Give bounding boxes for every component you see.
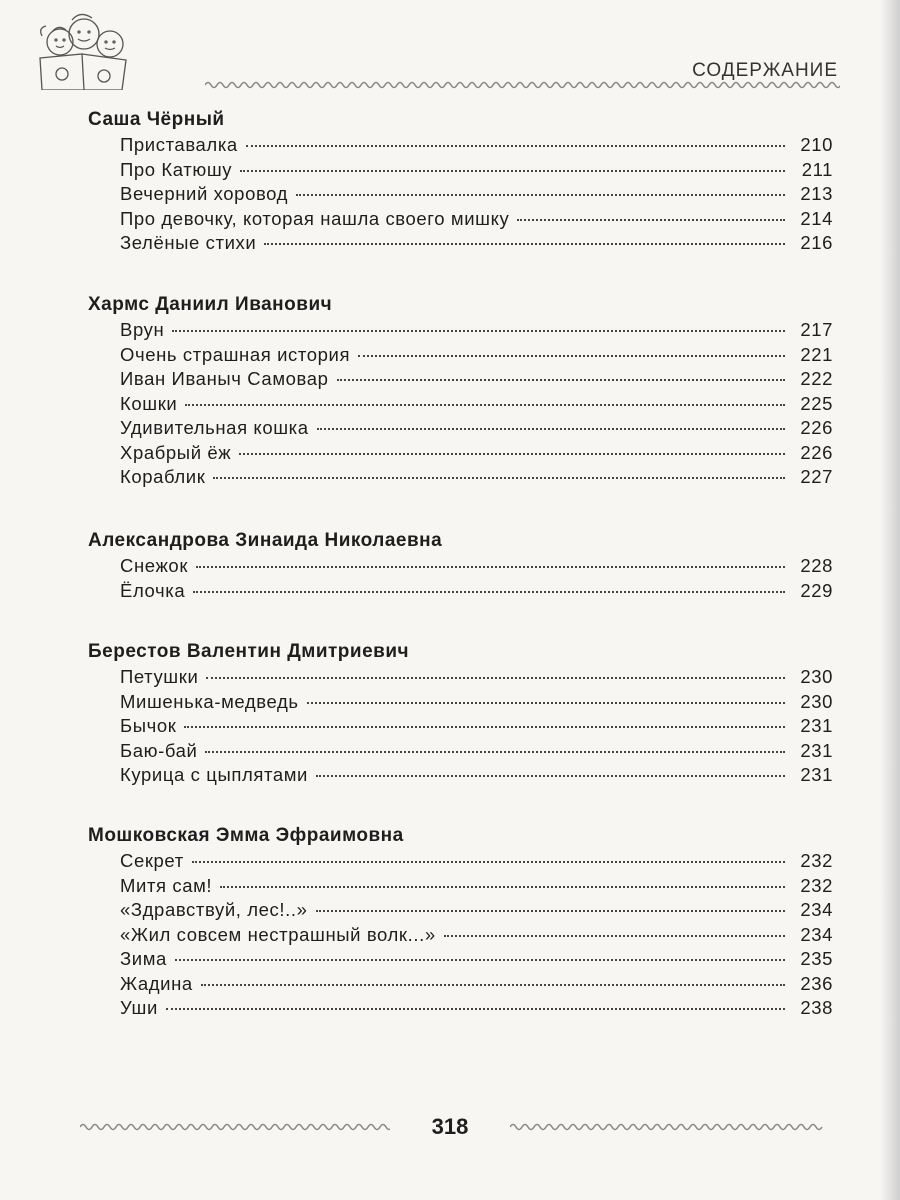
entry-title: Уши: [120, 997, 158, 1018]
entry-page-number: 232: [800, 874, 833, 896]
dot-leader: [517, 219, 785, 221]
dot-leader: [246, 145, 785, 147]
dot-leader: [184, 726, 785, 728]
contents-entry[interactable]: [120, 849, 833, 874]
page-header-title: СОДЕРЖАНИЕ: [692, 60, 838, 81]
footer-wave-right: [510, 1122, 830, 1132]
page-number: 318: [431, 1114, 469, 1139]
dot-leader: [337, 379, 785, 381]
dot-leader: [193, 591, 785, 593]
entry-page-number: 230: [800, 666, 833, 687]
entry-page-number: 230: [800, 690, 833, 712]
contents-entry[interactable]: [120, 554, 833, 579]
entry-page-number: 226: [800, 417, 833, 438]
author-section: [88, 292, 833, 490]
entry-title: Жадина: [120, 972, 193, 994]
entry-title: Баю-бай: [120, 739, 198, 761]
contents-entry[interactable]: [120, 763, 833, 788]
contents-entry[interactable]: [120, 996, 833, 1021]
contents-entry[interactable]: [120, 207, 833, 232]
entry-page-number: 211: [801, 158, 833, 180]
entry-page-number: 228: [800, 555, 833, 576]
entry-page-number: 238: [800, 997, 833, 1018]
entry-title: Приставалка: [120, 134, 238, 155]
entry-title: «Жил совсем нестрашный волк...»: [120, 923, 436, 945]
dot-leader: [358, 355, 785, 357]
contents-entry[interactable]: [120, 182, 833, 207]
dot-leader: [239, 453, 785, 455]
entry-title: Очень страшная история: [120, 343, 351, 365]
header-wave-divider: [205, 80, 840, 90]
entry-title: Митя сам!: [120, 874, 213, 896]
entry-title: Петушки: [120, 666, 199, 687]
entry-title: Вечерний хоровод: [120, 183, 289, 204]
contents-entry[interactable]: [120, 690, 833, 715]
contents-entry[interactable]: [120, 972, 833, 997]
dot-leader: [220, 886, 785, 888]
dot-leader: [264, 243, 785, 245]
dot-leader: [201, 984, 785, 986]
entry-title: Кошки: [120, 392, 178, 414]
dot-leader: [172, 330, 785, 332]
entry-page-number: 232: [800, 850, 833, 871]
author-heading: Мошковская Эмма Эфраимовна: [88, 825, 404, 846]
entry-title: Иван Иваныч Самовар: [120, 368, 329, 389]
contents-entry[interactable]: [120, 343, 833, 368]
entry-title: Врун: [120, 319, 165, 340]
author-heading: Хармс Даниил Иванович: [88, 294, 333, 315]
entry-page-number: 234: [800, 899, 833, 920]
contents-entry[interactable]: [120, 318, 833, 343]
author-section: [88, 823, 833, 1021]
dot-leader: [205, 751, 785, 753]
contents-entry[interactable]: [120, 923, 833, 948]
dot-leader: [175, 959, 785, 961]
contents-entry[interactable]: [120, 133, 833, 158]
entry-page-number: 222: [800, 368, 833, 389]
entry-page-number: 225: [800, 392, 833, 414]
entry-page-number: 213: [800, 183, 833, 204]
contents-entry[interactable]: [120, 898, 833, 923]
entry-title: Удивительная кошка: [120, 417, 309, 438]
dot-leader: [185, 404, 785, 406]
contents-entry[interactable]: [120, 392, 833, 417]
entry-page-number: 227: [800, 466, 833, 487]
entry-title: Снежок: [120, 555, 189, 576]
entry-title: Курица с цыплятами: [120, 764, 308, 785]
children-reading-illustration: [22, 6, 172, 90]
contents-entry[interactable]: [120, 367, 833, 392]
entry-page-number: 226: [800, 441, 833, 463]
entry-page-number: 231: [800, 764, 833, 785]
author-heading: Александрова Зинаида Николаевна: [88, 530, 443, 551]
dot-leader: [206, 677, 785, 679]
entry-title: Зима: [120, 948, 167, 969]
author-heading: Берестов Валентин Дмитриевич: [88, 641, 410, 662]
contents-entry[interactable]: [120, 665, 833, 690]
dot-leader: [196, 566, 785, 568]
entry-page-number: 221: [800, 343, 833, 365]
entry-page-number: 229: [800, 579, 833, 601]
dot-leader: [296, 194, 785, 196]
author-section: [88, 528, 833, 603]
entry-page-number: 234: [800, 923, 833, 945]
entry-title: Ёлочка: [120, 579, 186, 601]
entry-page-number: 210: [800, 134, 833, 155]
contents-entry[interactable]: [120, 739, 833, 764]
entry-page-number: 217: [800, 319, 833, 340]
entry-title: «Здравствуй, лес!..»: [120, 899, 308, 920]
dot-leader: [316, 775, 785, 777]
author-section: [88, 107, 833, 256]
contents-entry[interactable]: [120, 714, 833, 739]
dot-leader: [240, 170, 785, 172]
entry-title: Про Катюшу: [120, 158, 233, 180]
dot-leader: [307, 702, 785, 704]
contents-entry[interactable]: [120, 874, 833, 899]
entry-page-number: 216: [800, 232, 833, 253]
entry-page-number: 231: [800, 715, 833, 736]
dot-leader: [166, 1008, 785, 1010]
entry-page-number: 214: [800, 207, 833, 229]
author-section: [88, 639, 833, 788]
entry-title: Мишенька-медведь: [120, 690, 299, 712]
entry-page-number: 231: [800, 739, 833, 761]
page-edge-shadow: [880, 0, 900, 1200]
contents-entry[interactable]: [120, 158, 833, 183]
author-heading: Саша Чёрный: [88, 109, 225, 130]
contents-entry[interactable]: [120, 947, 833, 972]
entry-page-number: 235: [800, 948, 833, 969]
contents-entry[interactable]: [120, 441, 833, 466]
dot-leader: [317, 428, 785, 430]
entry-title: Зелёные стихи: [120, 232, 257, 253]
contents-entry[interactable]: [120, 416, 833, 441]
entry-title: Про девочку, которая нашла своего мишку: [120, 207, 510, 229]
contents-entry[interactable]: [120, 579, 833, 604]
entry-title: Храбрый ёж: [120, 441, 232, 463]
contents-entry[interactable]: [120, 231, 833, 256]
contents-entry[interactable]: [120, 465, 833, 490]
entry-title: Секрет: [120, 850, 184, 871]
entry-title: Бычок: [120, 715, 177, 736]
entry-page-number: 236: [800, 972, 833, 994]
entry-title: Кораблик: [120, 466, 206, 487]
dot-leader: [444, 935, 785, 937]
dot-leader: [192, 861, 785, 863]
dot-leader: [213, 477, 785, 479]
dot-leader: [316, 910, 785, 912]
